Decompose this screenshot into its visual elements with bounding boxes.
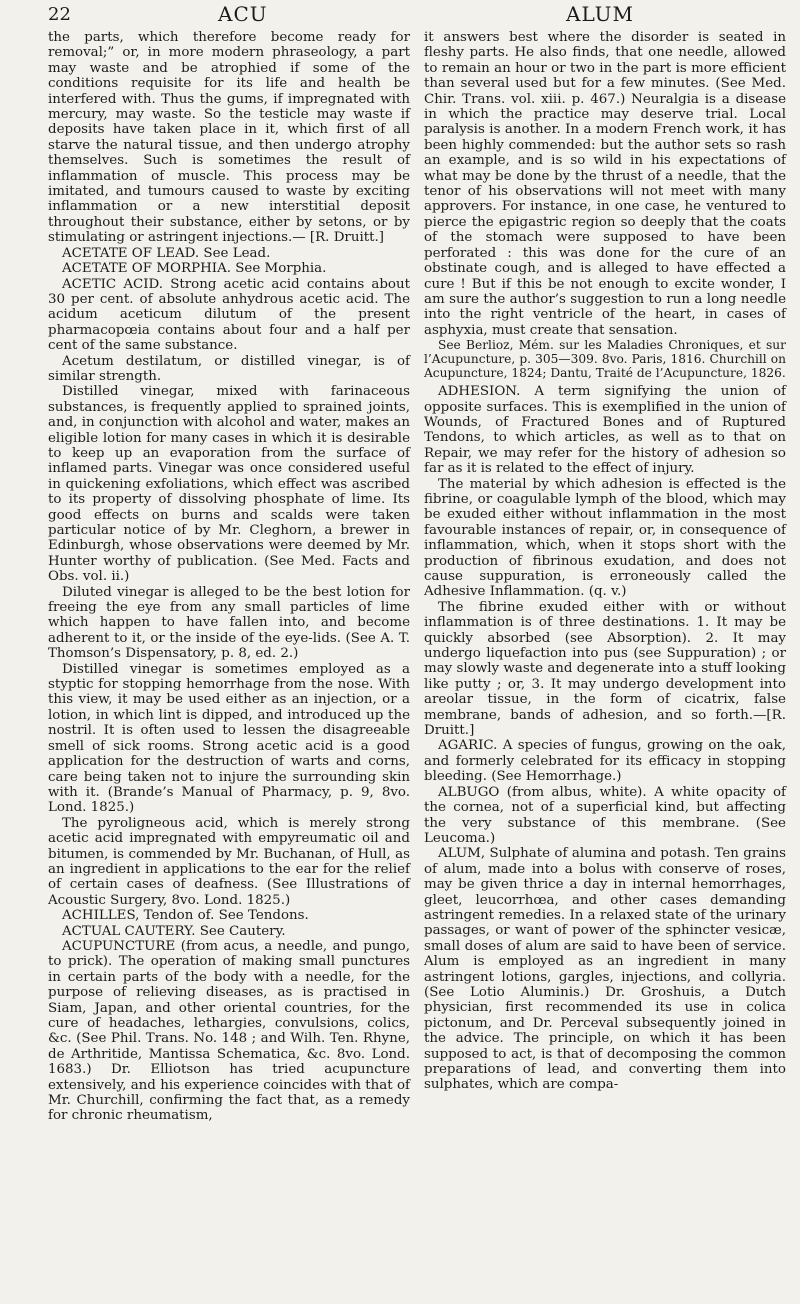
running-head-left: ACU [218,2,268,26]
paragraph: Distilled vinegar is sometimes employed as a styptic for stopping hemorrhage from the nose. With this view, it may be used either as an injection, or a lotion, in which lint is dipped, and introduced up the nostril. It is often used to lessen the disagreeable smell of sick rooms. Strong acetic acid is a good application for the destruction of warts and corns, care being taken not to injure the surrounding skin with it. (Brande’s Manual of Pharmacy, p. 9, 8vo. Lond. 1825.) [48,661,410,816]
paragraph: it answers best where the disorder is seated in fleshy parts. He also finds, that one needle, allowed to remain an hour or two in the part is more efficient than several used but for a few minutes. (See Med. Chir. Trans. vol. xiii. p. 467.) Neuralgia is a disease in which the practice may deserve trial. Local paralysis is another. In a modern French work, it has been highly commended: but the author sets so rash an example, and is so wild in his expectations of what may be done by the thrust of a needle, that the tenor of his observations will not meet with many approvers. For instance, in one case, he ventured to pierce the epigastric region so deeply that the coats of the stomach were supposed to have been perforated : this was done for the cure of an obstinate cough, and is alleged to have effected a cure ! But if this be not enough to excite wonder, I am sure the author’s suggestion to run a long needle into the right ventricle of the heart, in cases of asphyxia, must create that sensation. [424,30,786,338]
dictionary-entry: ACETATE OF LEAD. See Lead. [62,245,271,261]
dictionary-entry: ADHESION. A term signifying the union of opposite surfaces. This is exemplified in the union of Wounds, of Fractured Bones and of Ruptured Tendons, to which articles, as well as to that on Repair, we may refer for the history of adhesion so far as it is related to the effect of injury. [424,384,786,477]
dictionary-entry: ACHILLES, Tendon of. See Tendons. [62,908,309,924]
page-header [48,0,786,30]
dictionary-entry: AGARIC. A species of fungus, growing on the oak, and formerly celebrated for its efficacy in stopping bleeding. (See Hemorrhage.) [424,738,786,785]
paragraph: The material by which adhesion is effected is the fibrine, or coagulable lymph of the blood, which may be exuded either without inflammation in the most favourable instances of repair, or, in consequence of inflammation, which, when it stops short with the production of fibrinous exudation, and does not cause suppuration, is erroneously called the Adhesive Inflammation. (q. v.) [424,476,786,600]
paragraph: Diluted vinegar is alleged to be the best lotion for freeing the eye from any small particles of lime which happen to have fallen into, and become adherent to it, or the inside of the eye-lids. (See A. T. Thomson’s Dispensatory, p. 8, ed. 2.) [48,584,410,662]
paragraph: Distilled vinegar, mixed with farinaceous substances, is frequently applied to sprained joints, and, in conjunction with alcohol and water, makes an eligible lotion for many cases in which it is desirable to keep up an evaporation from the surface of inflamed parts. Vinegar was once considered useful in quickening exfoliations, which effect was ascribed to its property of dissolving phosphate of lime. Its good effects on burns and scalds were taken particular notice of by Mr. Cleghorn, a brewer in Edinburgh, whose observations were deemed by Mr. Hunter worthy of publication. (See Med. Facts and Obs. vol. ii.) [48,384,410,585]
paragraph: Acetum destilatum, or distilled vinegar, is of similar strength. [48,353,410,384]
dictionary-entry: ACTUAL CAUTERY. See Cautery. [62,923,286,939]
dictionary-entry: ACETATE OF MORPHIA. See Morphia. [62,261,327,277]
running-head-right: ALUM [566,2,634,26]
paragraph: The pyroligneous acid, which is merely strong acetic acid impregnated with empyreumatic oil and bitumen, is commended by Mr. Buchanan, of Hull, as an ingredient in applications to the ear for the relief of certain cases of deafness. (See Illustrations of Acoustic Surgery, 8vo. Lond. 1825.) [48,815,410,908]
two-column-body [48,30,786,1124]
left-column [48,30,410,1124]
dictionary-entry: ALBUGO (from albus, white). A white opacity of the cornea, not of a superficial kind, but affecting the very substance of this membrane. (See Leucoma.) [424,784,786,846]
dictionary-entry: ACUPUNCTURE (from acus, a needle, and pungo, to prick). The operation of making small punctures in certain parts of the body with a needle, for the purpose of relieving diseases, as is practised in Siam, Japan, and other oriental countries, for the cure of headaches, lethargies, convulsions, colics, &c. (See Phil. Trans. No. 148 ; and Wilh. Ten. Rhyne, de Arthritide, Mantissa Schematica, &c. 8vo. Lond. 1683.) Dr. Elliotson has tried acupuncture extensively, and his experience coincides with that of Mr. Churchill, confirming the fact that, as a remedy for chronic rheumatism, [48,938,410,1124]
reference-note: See Berlioz, Mém. sur les Maladies Chroniques, et sur l’Acupuncture, p. 305—309. 8vo. Paris, 1816. Churchill on Acupuncture, 1824; Dantu, Traité de l’Acupuncture, 1826. [424,338,786,381]
dictionary-entry: ALUM, Sulphate of alumina and potash. Ten grains of alum, made into a bolus with conserve of roses, may be given thrice a day in internal hemorrhages, gleet, leucorrhœa, and other cases demanding astringent remedies. In a relaxed state of the urinary passages, or want of power of the sphincter vesicæ, small doses of alum are said to have been of service. Alum is employed as an ingredient in many astringent lotions, gargles, injections, and collyria. (See Lotio Aluminis.) Dr. Groshuis, a Dutch physician, first recommended its use in colica pictonum, and Dr. Perceval subsequently joined in the advice. The principle, on which it has been supposed to act, is that of decomposing the common preparations of lead, and converting them into sulphates, which are compa- [424,846,786,1093]
dictionary-entry: ACETIC ACID. Strong acetic acid contains about 30 per cent. of absolute anhydrous acetic acid. The acidum aceticum dilutum of the present pharmacopœia contains about four and a half per cent of the same substance. [48,276,410,354]
paragraph: The fibrine exuded either with or without inflammation is of three destinations. 1. It may be quickly absorbed (see Absorption). 2. It may undergo liquefaction into pus (see Suppuration) ; or may slowly waste and degenerate into a stuff looking like putty ; or, 3. It may undergo development into areolar tissue, in the form of cicatrix, false membrane, bands of adhesion, and so forth.—[R. Druitt.] [424,599,786,739]
right-column [424,30,786,1124]
paragraph: the parts, which therefore become ready for removal;” or, in more modern phraseology, a part may waste and be atrophied if some of the conditions requisite for its life and health be interfered with. Thus the gums, if impregnated with mercury, may waste. So the testicle may waste if deposits have taken place in it, which first of all starve the natural tissue, and then undergo atrophy themselves. Such is sometimes the result of inflammation of muscle. This process may be imitated, and tumours caused to waste by exciting inflammation or a new interstitial deposit throughout their substance, either by setons, or by stimulating or astringent injections.— [R. Druitt.] [48,30,410,246]
page-number: 22 [48,4,71,25]
